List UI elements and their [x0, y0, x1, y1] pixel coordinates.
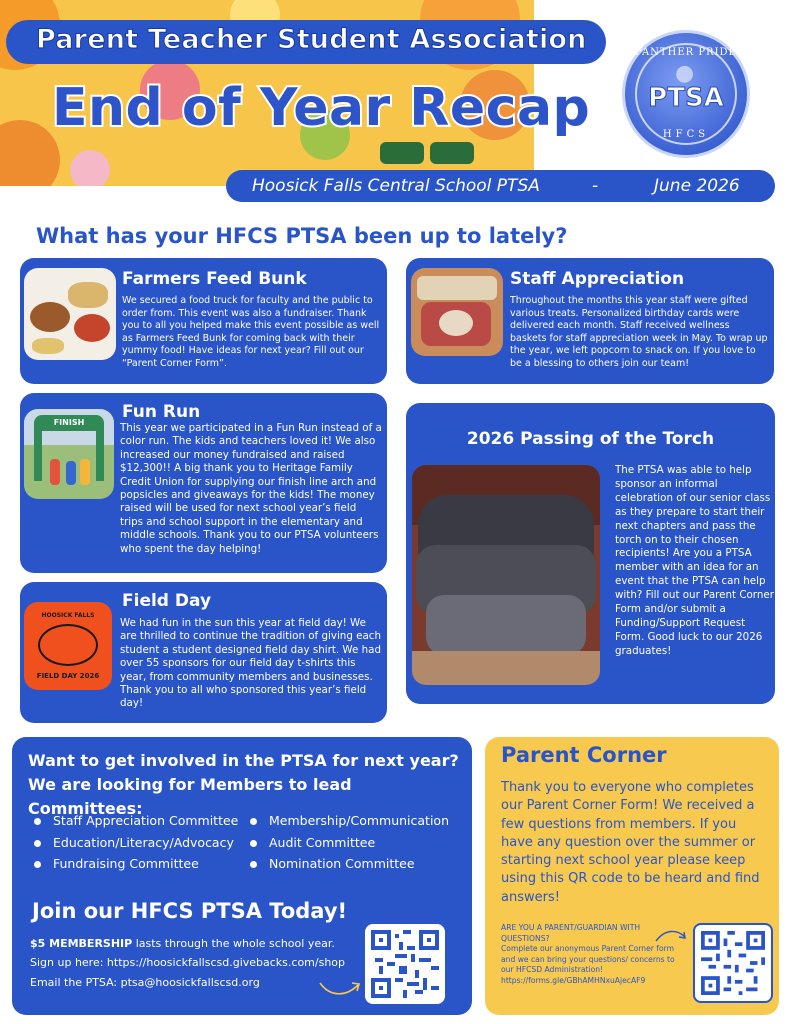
paw-icon: ● — [675, 61, 695, 86]
fun-run-photo — [24, 409, 114, 499]
logo-bottom-text: HFCS — [662, 129, 710, 140]
logo-top-text: PANTHER PRIDE — [635, 47, 737, 58]
card-staff-appreciation — [406, 258, 774, 384]
card-body: The PTSA was able to help sponsor an informal celebration of our senior class as they prepare to start their next chapters and pass the torch on to their chosen recipients! Are you a PTSA member with an idea for an event that the PTSA can help with? Fill out our Parent Corner Form and/or submit a Funding/Support Request Form. Good luck to our 2026 graduates! — [615, 464, 774, 657]
school-date-banner — [226, 170, 775, 202]
parent-corner-body: Thank you to everyone who completes our Parent Corner Form! We received a few questions from members. If you have any question over the summer or starting next school year please keep using this QR code to be heard and find answers! — [501, 780, 760, 905]
committee-item: Membership/Communication — [250, 813, 449, 828]
food-photo — [24, 268, 116, 360]
arrow-icon — [316, 975, 364, 1001]
card-title: Fun Run — [122, 402, 201, 422]
committee-item: Audit Committee — [250, 835, 375, 850]
email-link[interactable]: Email the PTSA: ptsa@hoosickfallscsd.org — [30, 976, 260, 989]
org-title-banner — [6, 20, 606, 64]
join-title: Join our HFCS PTSA Today! — [32, 899, 348, 923]
parent-corner-qr-code[interactable] — [693, 923, 773, 1003]
intro-question: What has your HFCS PTSA been up to lately? — [36, 224, 568, 248]
card-body: This year we participated in a Fun Run instead of a color run. The kids and teachers loved it! We also increased our money fundraised and raised $12,300!! A big thank you to Heritage Family Credit Union for supplying our finish line arch and popsicles and giveaways for the kids! The money raised will be used for next school year’s field trips and school support in the elementary and middle schools. Thank you to our PTSA volunteers who spent the day helping! — [120, 422, 382, 555]
signup-qr-code[interactable] — [365, 924, 445, 1004]
committee-item: Education/Literacy/Advocacy — [34, 835, 234, 850]
card-body: Throughout the months this year staff were gifted various treats. Personalized birthday cards were delivered each month. Staff received wellness baskets for staff appreciation week in May. To wrap up the year, we left popcorn to snack on. If you love to be a blessing to others join our team! — [510, 295, 768, 369]
signup-link[interactable]: Sign up here: https://hoosickfallscsd.givebacks.com/shop — [30, 956, 346, 969]
parent-corner-link[interactable]: https://forms.gle/GBhAMHNxuAjecAF9 — [501, 975, 646, 985]
card-field-day — [20, 582, 387, 723]
get-involved-box — [12, 737, 472, 1015]
shirt-top-text: HOOSICK FALLS — [41, 612, 95, 619]
card-title: 2026 Passing of the Torch — [466, 429, 715, 449]
seniors-group-photo — [412, 465, 600, 685]
involve-heading: Want to get involved in the PTSA for next year? We are looking for Members to lead Committees: — [28, 751, 459, 818]
logo-center-text: PTSA — [648, 83, 724, 113]
finish-arch: FINISH — [34, 415, 104, 431]
card-body: We had fun in the sun this year at field day! We are thrilled to continue the tradition of giving each student a student designed field day shirt. We had over 55 sponsors for our field day t-shirts this year, from community members and businesses. Thank you to all who sponsored this year’s field day! — [120, 617, 381, 710]
card-passing-of-the-torch — [406, 403, 775, 704]
card-title: Farmers Feed Bunk — [122, 269, 307, 289]
card-title: Staff Appreciation — [510, 269, 685, 289]
parent-corner-box — [485, 737, 779, 1015]
card-farmers-feed-bunk — [20, 258, 387, 384]
card-fun-run — [20, 393, 387, 573]
parent-corner-title: Parent Corner — [501, 743, 667, 767]
separator: - — [592, 176, 599, 196]
org-title: Parent Teacher Student Association — [36, 24, 587, 55]
main-title: End of Year Recap — [52, 78, 591, 138]
committee-item: Fundraising Committee — [34, 856, 199, 871]
ptsa-logo — [622, 30, 750, 158]
school-name: Hoosick Falls Central School PTSA — [252, 176, 540, 196]
shirt-bottom-text: FIELD DAY 2026 — [36, 672, 100, 680]
committee-item: Staff Appreciation Committee — [34, 813, 238, 828]
staff-gifts-photo — [411, 268, 503, 356]
issue-date: June 2026 — [654, 176, 740, 196]
membership-line: $5 MEMBERSHIP lasts through the whole school year. — [30, 937, 335, 950]
arrow-icon — [653, 925, 689, 947]
card-body: We secured a food truck for faculty and the public to order from. This event was also a fundraiser. Thank you to all you helped make this event possible as well as Farmers Feed Bunk for coming back with their yummy food! Have ideas for next year? Fill out our “Parent Corner Form”. — [122, 295, 380, 369]
field-day-shirt — [24, 602, 112, 690]
parent-corner-small-body: Complete our anonymous Parent Corner form and we can bring your questions/ concerns to our HFCSD Administration! — [501, 944, 675, 975]
card-title: Field Day — [122, 591, 212, 611]
committee-item: Nomination Committee — [250, 856, 415, 871]
parent-corner-small-heading: ARE YOU A PARENT/GUARDIAN WITH QUESTIONS? — [501, 923, 641, 943]
